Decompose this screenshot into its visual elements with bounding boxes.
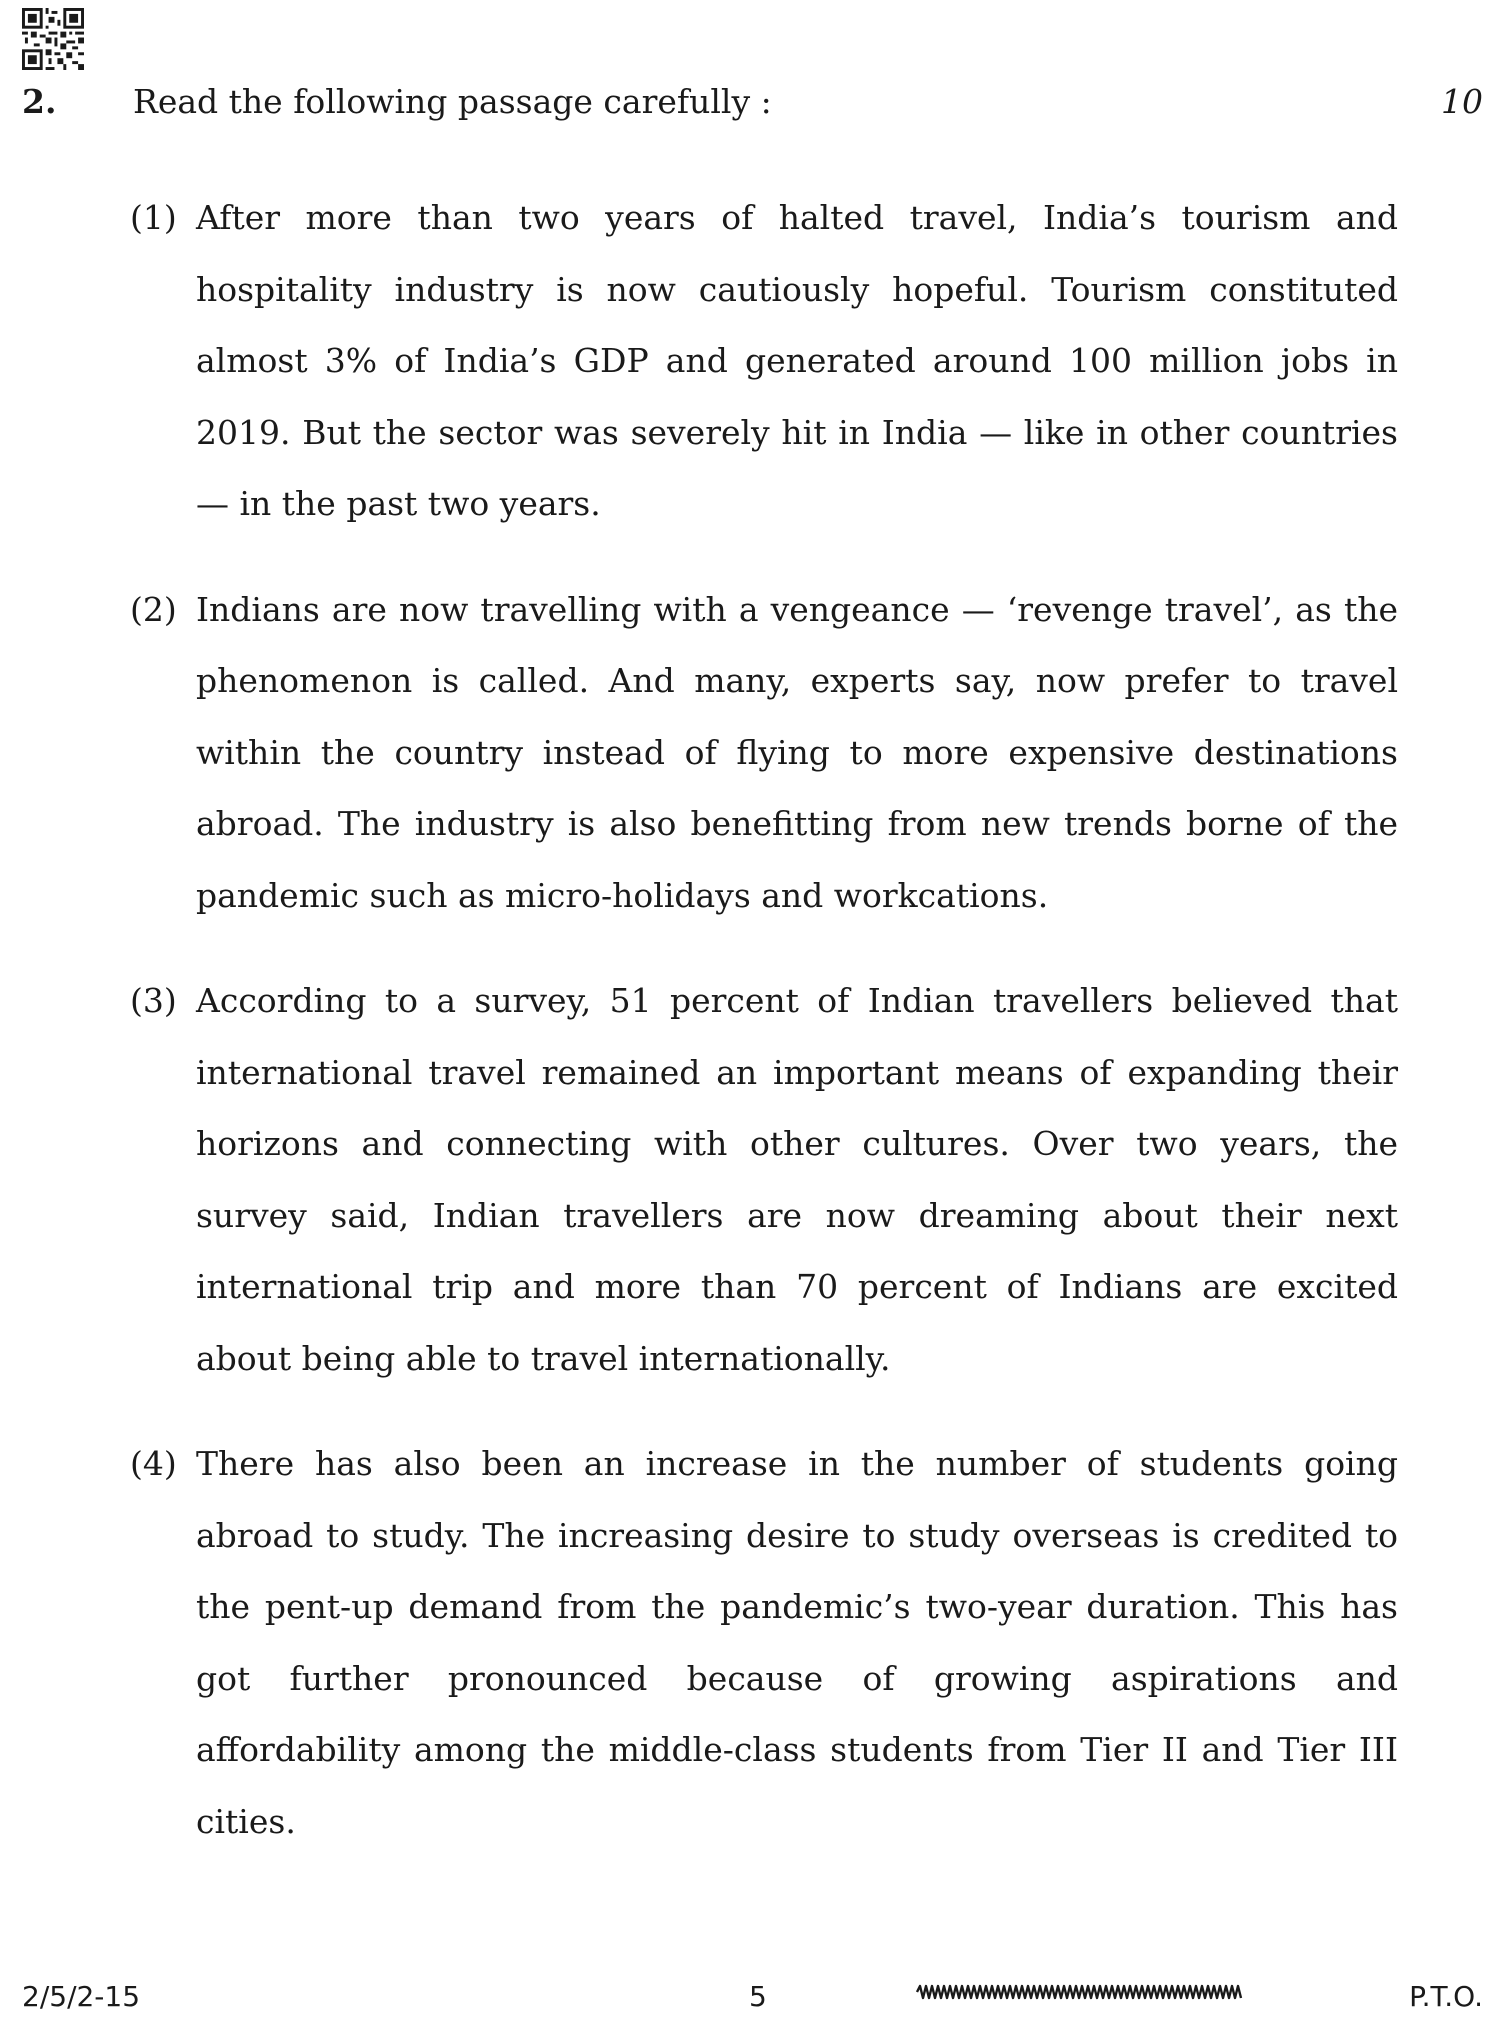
passage-paragraph-3	[130, 965, 1398, 1394]
question-marks: 10	[1441, 82, 1483, 121]
paragraph-number: (3)	[130, 981, 177, 1020]
passage-paragraph-1	[130, 182, 1398, 540]
paragraph-text: Indians are now travelling with a vengeance — ‘revenge travel’, as the phenomenon is called. And many, experts say, now prefer to travel within the country instead of flying to more expensive destinations abroad. The industry is also benefitting from new trends borne of the pandemic such as micro-holidays and workcations.	[196, 589, 1398, 915]
passage-paragraph-2	[130, 574, 1398, 932]
wavy-line-icon	[915, 1980, 1245, 2004]
paragraph-text: According to a survey, 51 percent of Indian travellers believed that international travel remained an important means of expanding their horizons and connecting with other cultures. Over two years, the survey said, Indian travellers are now dreaming about their next international trip and more than 70 percent of Indians are excited about being able to travel internationally.	[196, 981, 1398, 1378]
paragraph-text: There has also been an increase in the number of students going abroad to study. The increasing desire to study overseas is credited to the pent-up demand from the pandemic’s two-year duration. This has got further pronounced because of growing aspirations and affordability among the middle-class students from Tier II and Tier III cities.	[196, 1444, 1398, 1841]
passage-paragraph-4	[130, 1428, 1398, 1857]
footer-paper-code: 2/5/2-15	[22, 1980, 141, 2013]
passage	[130, 182, 1398, 1891]
qr-code-icon	[22, 8, 84, 70]
question-stem: Read the following passage carefully :	[133, 82, 772, 121]
paragraph-number: (1)	[130, 198, 177, 237]
question-number: 2.	[22, 82, 57, 121]
paragraph-text: After more than two years of halted travel, India’s tourism and hospitality industry is now cautiously hopeful. Tourism constituted almost 3% of India’s GDP and generated around 100 million jobs in 2019. But the sector was severely hit in India — like in other countries — in the past two years.	[196, 198, 1398, 523]
paragraph-number: (4)	[130, 1444, 177, 1483]
paragraph-number: (2)	[130, 589, 177, 629]
footer-pto: P.T.O.	[1409, 1980, 1483, 2013]
footer-page-number: 5	[749, 1980, 767, 2013]
